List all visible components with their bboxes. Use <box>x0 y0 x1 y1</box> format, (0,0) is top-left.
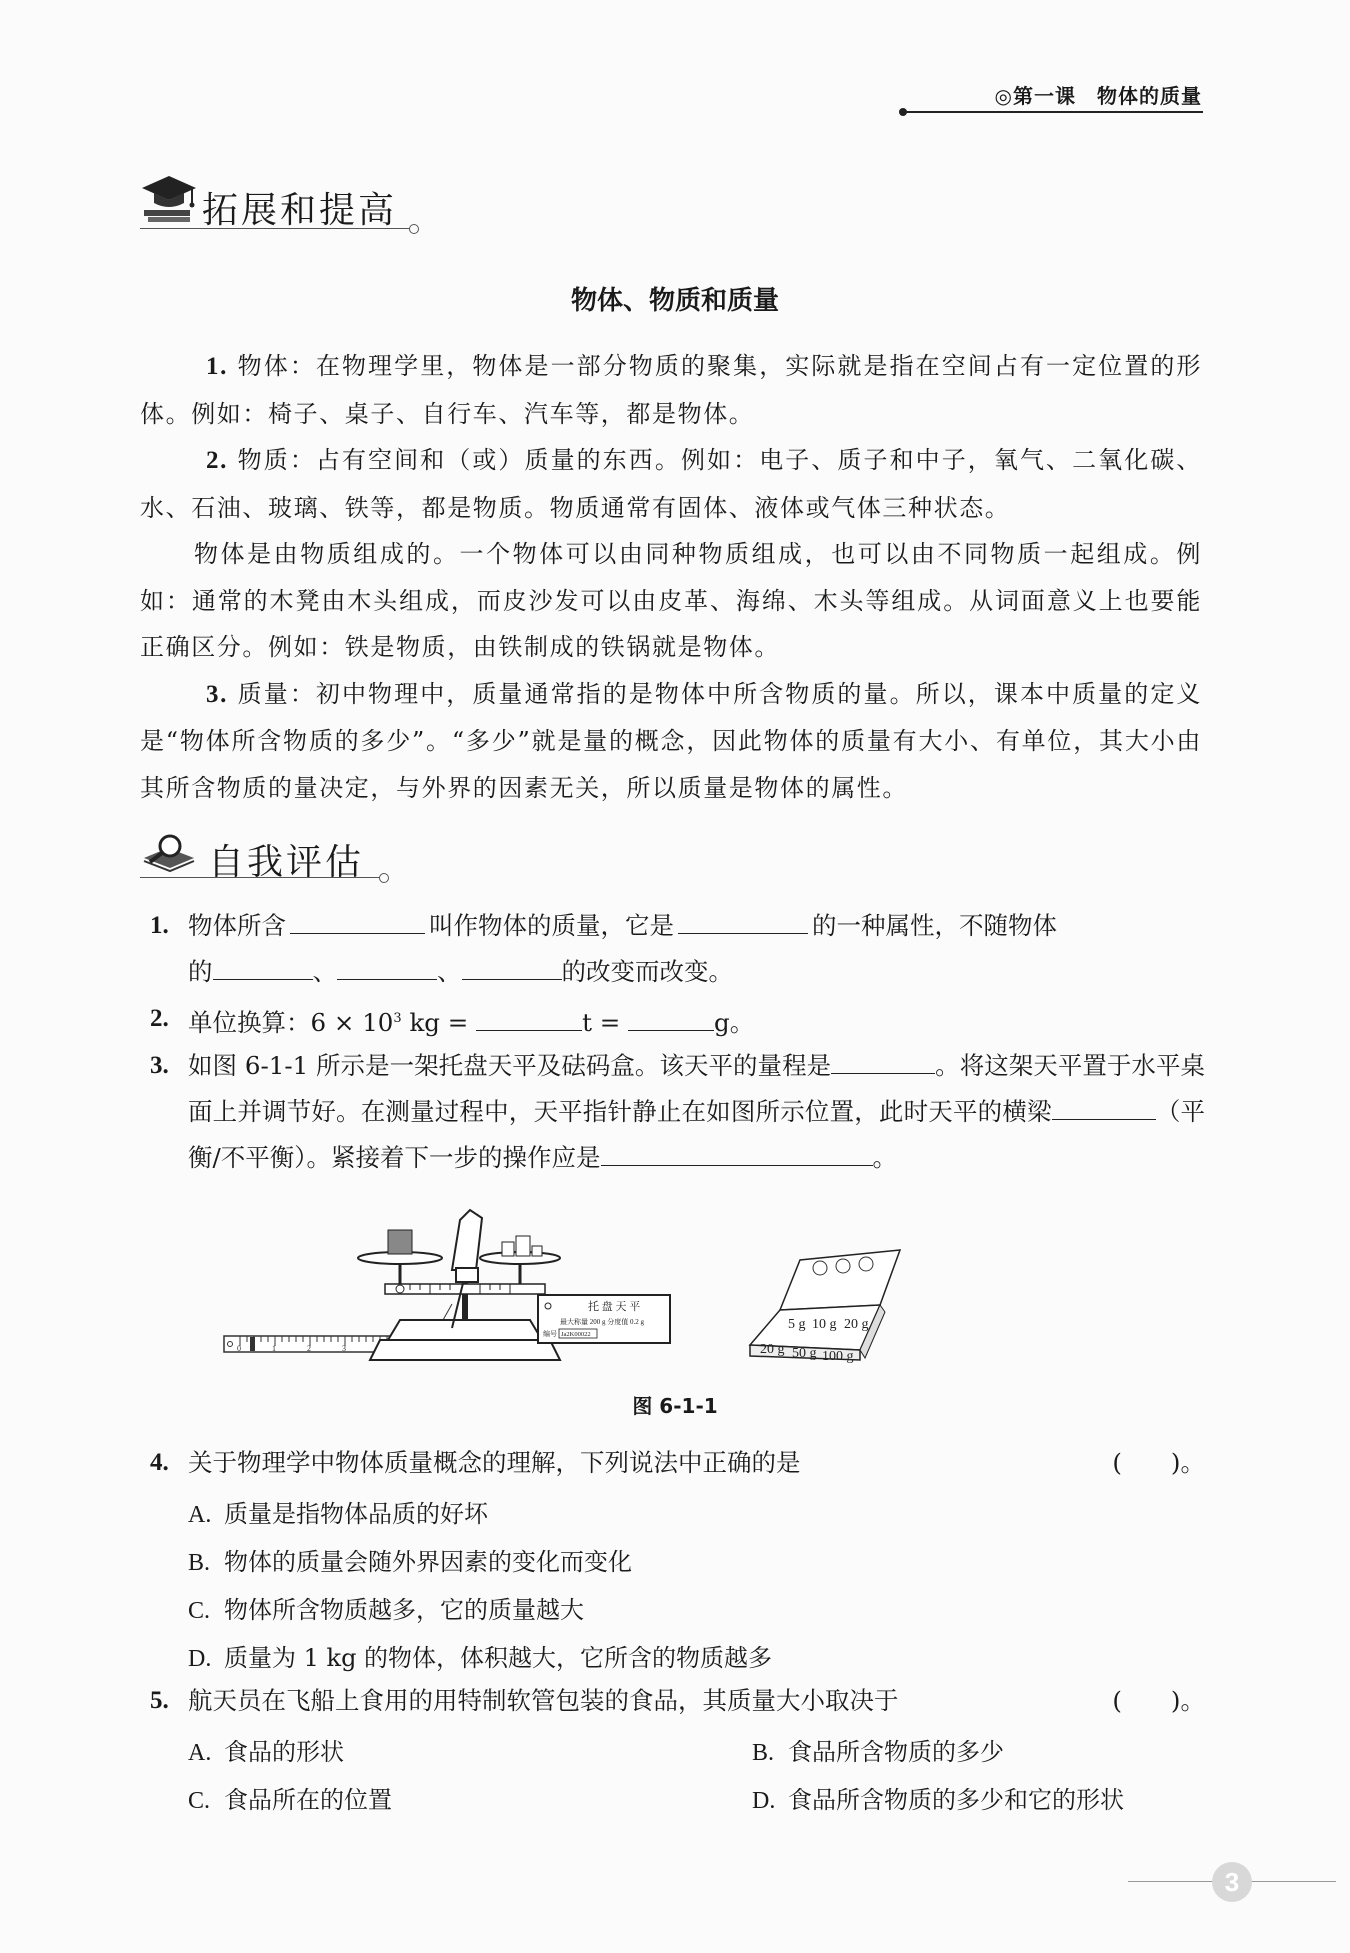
nameplate-serial: Ja2K00022 <box>561 1331 591 1338</box>
section-title-extension: 拓展和提高 <box>202 190 398 231</box>
paragraph: 质量：初中物理中，质量通常指的是物体中所含物质的量。所以，课本中质量的定义是“物体所含物质的多少”。“多少”就是量的概念，因此物体的质量有大小、有单位，其大小由其所含物质的量决定，与外界的因素无关，所以质量是物体的属性。 <box>140 679 1203 802</box>
header-rule <box>903 111 1203 113</box>
answer-blank[interactable] <box>1052 1095 1156 1120</box>
paragraph: 物质：占有空间和（或）质量的东西。例如：电子、质子和中子，氧气、二氧化碳、水、石油、玻璃、铁等，都是物质。物质通常有固体、液体或气体三种状态。 <box>140 446 1203 522</box>
weight-label: 5 g <box>788 1317 806 1332</box>
answer-blank[interactable] <box>290 909 425 934</box>
question-number: 4. <box>150 1449 169 1476</box>
ruler-mark: 2 <box>307 1344 311 1353</box>
graduation-cap-icon <box>140 170 198 228</box>
option-d[interactable]: D. 质量为 1 kg 的物体，体积越大，它所含的物质越多 <box>188 1644 773 1672</box>
question-text: 叫作物体的质量，它是 <box>429 911 674 940</box>
answer-parentheses[interactable]: ( )。 <box>1112 1448 1205 1477</box>
option-c[interactable]: C. 物体所含物质越多，它的质量越大 <box>188 1596 584 1624</box>
question-text: kg = <box>401 1008 477 1038</box>
paragraph: 物体：在物理学里，物体是一部分物质的聚集，实际就是指在空间占有一定位置的形体。例如：椅子、桌子、自行车、汽车等，都是物体。 <box>140 352 1203 428</box>
answer-parentheses[interactable]: ( )。 <box>1112 1686 1205 1715</box>
question-4 <box>150 1440 1205 1486</box>
question-number: 5. <box>150 1687 169 1714</box>
para-number: 2. <box>206 447 228 474</box>
weight-label: 20 g <box>760 1342 785 1357</box>
weight-box-lid <box>780 1250 900 1310</box>
answer-blank[interactable] <box>213 955 313 980</box>
balance-base <box>370 1340 560 1360</box>
option-a[interactable]: A. 食品的形状 <box>188 1738 344 1766</box>
page-number: 3 <box>1212 1862 1252 1902</box>
question-text: 。将这架天平置于水平桌面上并调节好。在测量过程中，天平指针静止在如图所示位置，此时天平的横梁 <box>188 1051 1205 1126</box>
weight-label: 50 g <box>792 1346 817 1361</box>
weight-label: 10 g <box>812 1317 837 1332</box>
question-text: t = <box>582 1008 629 1038</box>
figure-caption: 图 6-1-1 <box>632 1394 718 1418</box>
answer-blank[interactable] <box>476 1006 582 1031</box>
section-underline <box>140 877 380 878</box>
question-1 <box>150 903 1205 995</box>
running-header: ◎第一课 物体的质量 <box>994 84 1202 108</box>
answer-blank[interactable] <box>628 1006 714 1031</box>
nameplate-spec: 最大称量 200 g 分度值 0.2 g <box>560 1318 644 1326</box>
question-text: 航天员在飞船上食用的用特制软管包装的食品，其质量大小取决于 <box>188 1686 899 1715</box>
answer-blank[interactable] <box>462 955 562 980</box>
weight-label: 100 g <box>822 1349 854 1364</box>
question-text: 的改变而改变。 <box>561 957 733 986</box>
answer-blank[interactable] <box>337 955 437 980</box>
weight-label: 20 g <box>844 1317 869 1332</box>
section-title-self-assessment: 自我评估 <box>208 842 365 883</box>
object-on-pan <box>388 1230 412 1254</box>
question-text: 的一种属性，不随物体 <box>812 911 1057 940</box>
question-text: 、 <box>312 957 337 986</box>
question-5 <box>150 1678 1205 1724</box>
question-number: 1. <box>150 912 169 939</box>
magnifier-book-icon <box>140 828 198 874</box>
article-body <box>140 343 1202 811</box>
question-number: 3. <box>150 1052 169 1079</box>
answer-blank[interactable] <box>678 909 808 934</box>
question-text: 物体所含 <box>188 911 286 940</box>
balance-figure <box>220 1200 1120 1380</box>
question-text: 的 <box>188 957 213 986</box>
question-text: 。 <box>872 1143 898 1172</box>
ruler-mark: 3 <box>342 1344 346 1353</box>
question-text: 如图 6-1-1 所示是一架托盘天平及砝码盒。该天平的量程是 <box>188 1051 832 1080</box>
paragraph: 物体是由物质组成的。一个物体可以由同种物质组成，也可以由不同物质一起组成。例如：通常的木凳由木头组成，而皮沙发可以由皮革、海绵、木头等组成。从词面意义上也要能正确区分。例如：铁是物质，由铁制成的铁锅就是物体。 <box>140 540 1202 661</box>
option-c[interactable]: C. 食品所在的位置 <box>188 1786 392 1814</box>
answer-blank[interactable] <box>601 1141 873 1166</box>
section-underline <box>140 228 410 229</box>
question-2 <box>150 996 1205 1046</box>
question-text: 、 <box>437 957 462 986</box>
para-number: 1. <box>206 353 228 380</box>
question-text: 关于物理学中物体质量概念的理解，下列说法中正确的是 <box>188 1448 801 1477</box>
question-text: 单位换算：6 × 10 <box>188 1008 394 1038</box>
option-b[interactable]: B. 物体的质量会随外界因素的变化而变化 <box>188 1548 632 1576</box>
question-number: 2. <box>150 1005 169 1032</box>
nameplate-title: 托 盘 天 平 <box>588 1301 641 1313</box>
answer-blank[interactable] <box>831 1049 935 1074</box>
article-title: 物体、物质和质量 <box>570 286 779 316</box>
question-3 <box>150 1043 1205 1181</box>
question-text: （平衡/不平衡）。紧接着下一步的操作应是 <box>188 1097 1206 1172</box>
para-number: 3. <box>206 680 228 708</box>
nameplate-serial-label: 编号 <box>543 1330 557 1338</box>
question-text: g。 <box>714 1008 755 1038</box>
exponent: 3 <box>393 1011 402 1026</box>
option-d[interactable]: D. 食品所含物质的多少和它的形状 <box>752 1786 1124 1814</box>
balance-beam <box>385 1284 545 1294</box>
ruler-mark: 0 <box>237 1344 241 1353</box>
option-b[interactable]: B. 食品所含物质的多少 <box>752 1738 1004 1766</box>
ruler-mark: 1 <box>272 1344 276 1353</box>
option-a[interactable]: A. 质量是指物体品质的好坏 <box>188 1500 488 1528</box>
